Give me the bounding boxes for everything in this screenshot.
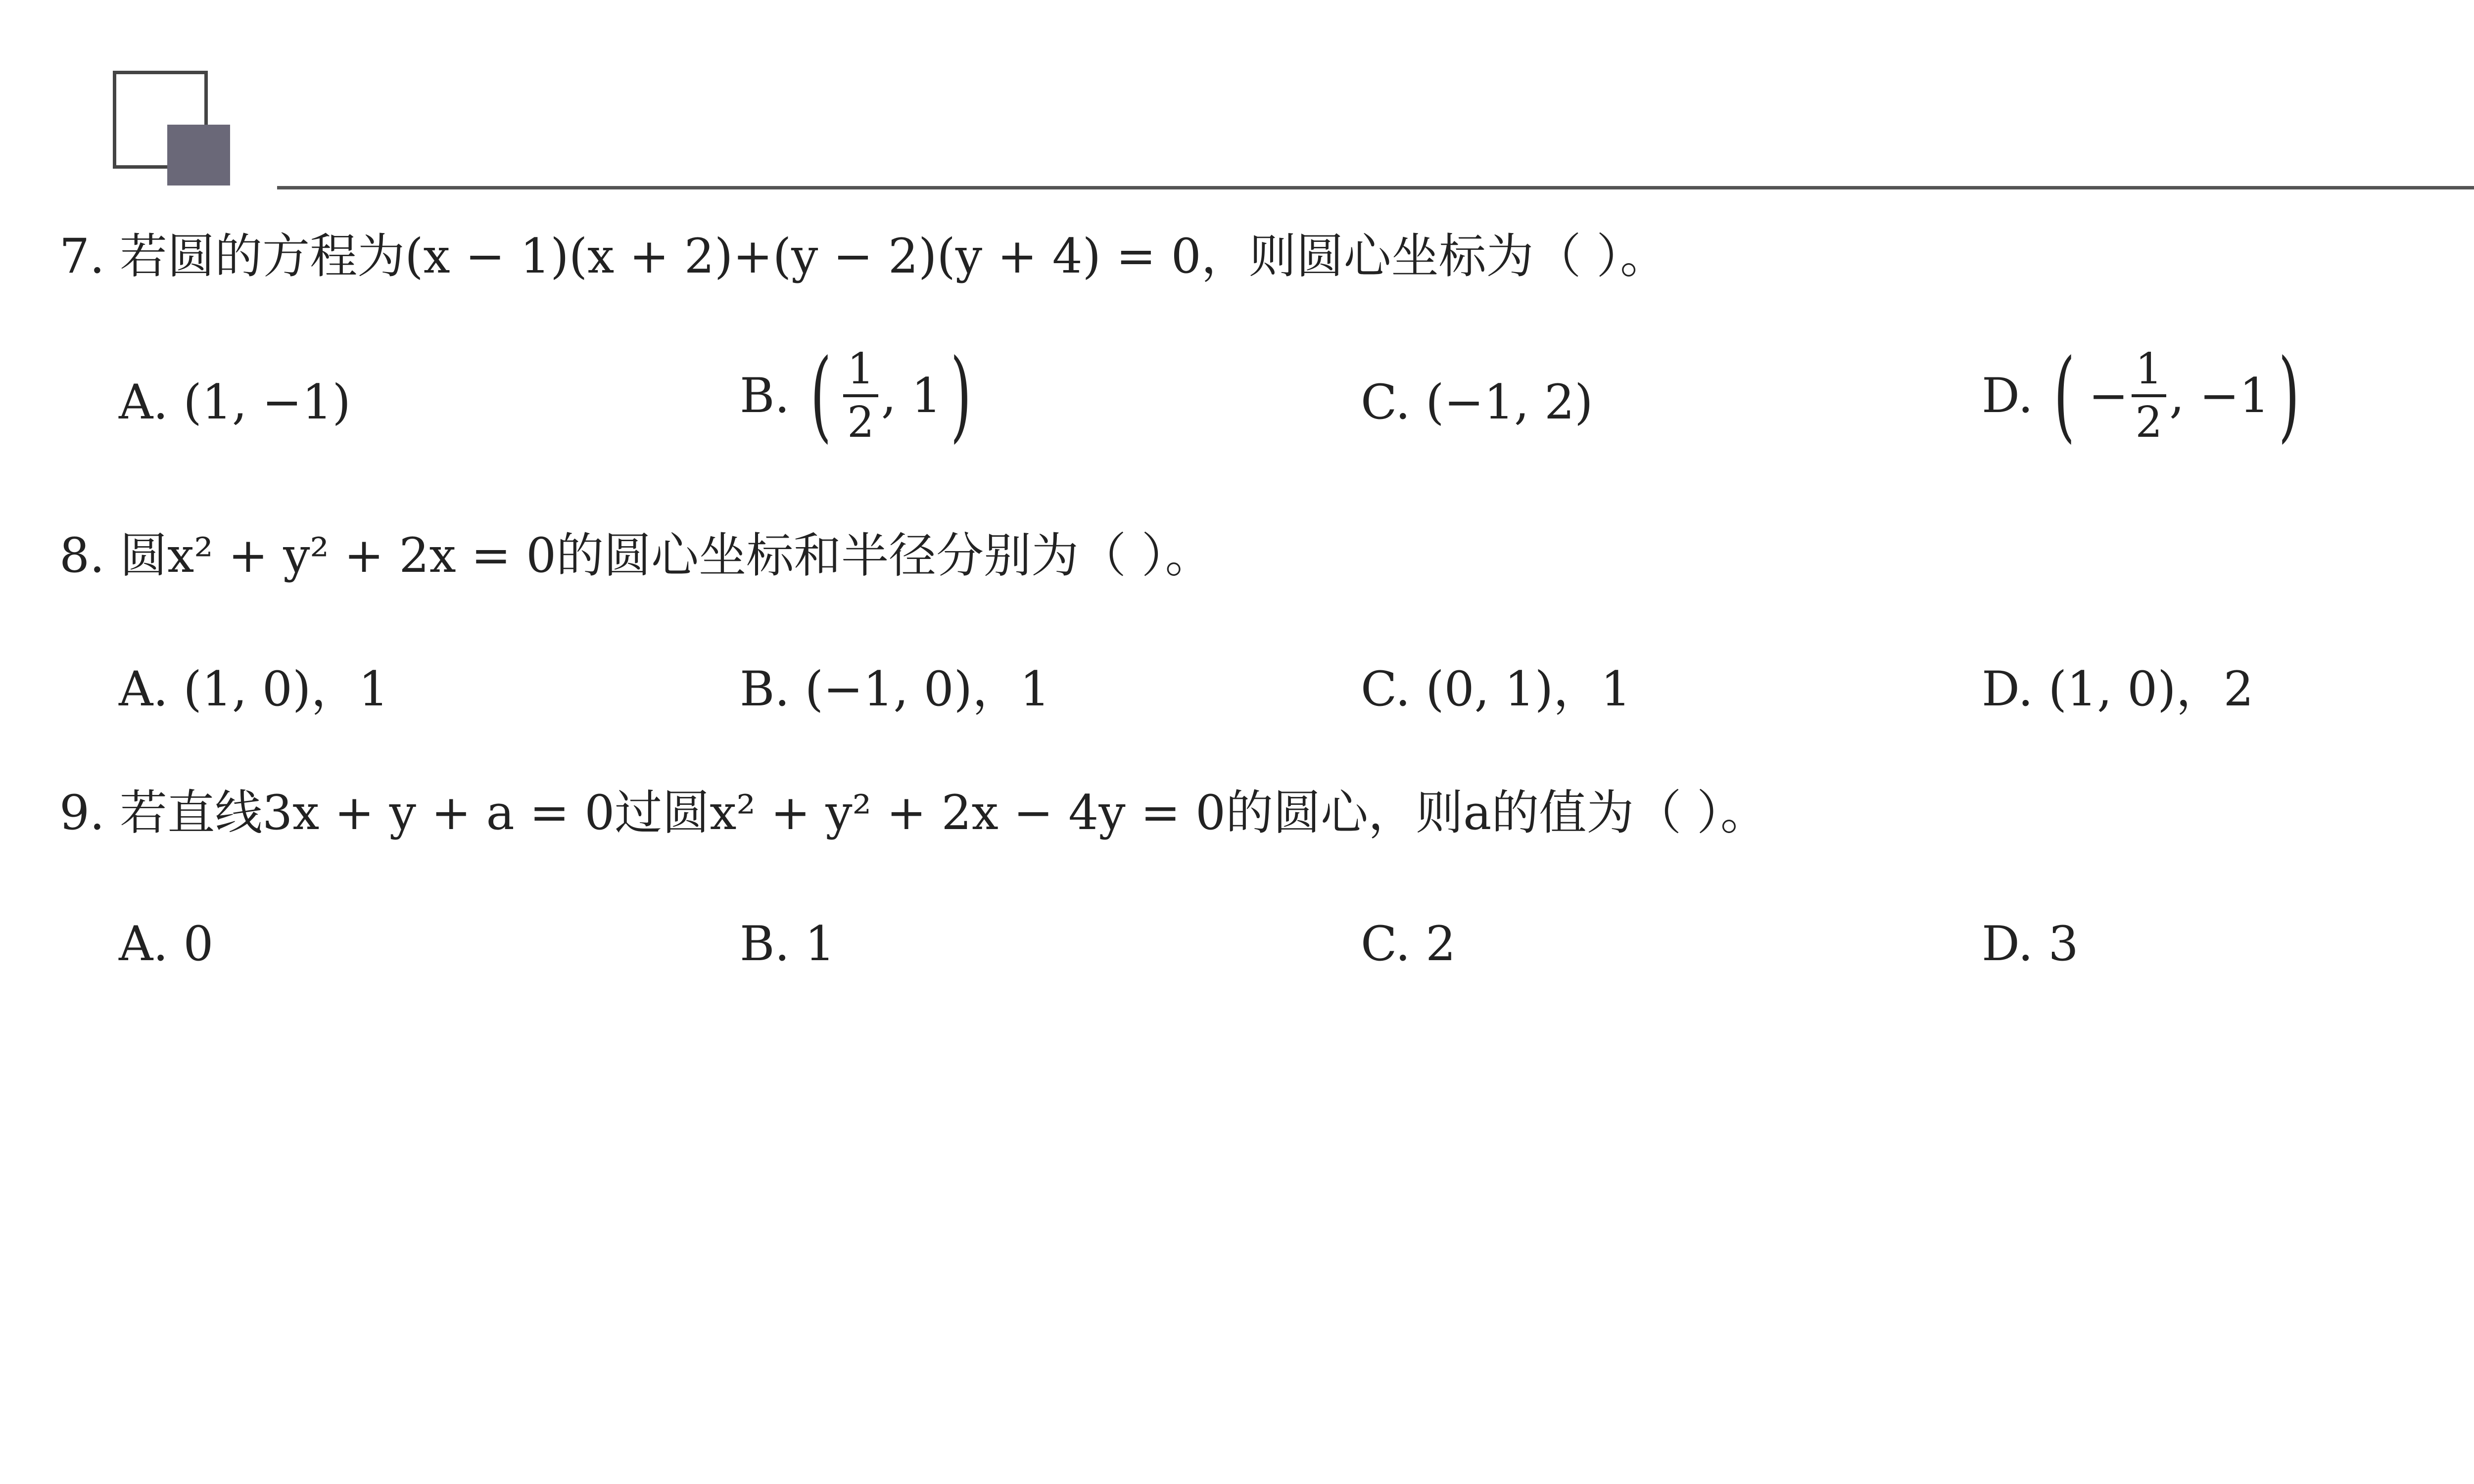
q7-option-c: C. (−1, 2): [1361, 374, 1593, 430]
q7-option-d-fraction: [2132, 344, 2167, 447]
question-7: 7. 若圆的方程为(x − 1)(x + 2)+(y − 2)(y + 4) = 0，则圆心坐标为（ ）。: [59, 229, 1668, 284]
q7-option-d-rest: , −1: [2169, 368, 2270, 423]
square-logo-fill-icon: [167, 125, 230, 186]
q8-option-d: D. (1, 0)，2: [1982, 661, 2254, 717]
fraction-denominator: 2: [847, 398, 874, 447]
left-paren: (: [810, 338, 832, 453]
q9-option-d: D. 3: [1982, 916, 2079, 972]
q7-option-b-fraction: [843, 344, 878, 447]
q8-option-a: A. (1, 0)，1: [119, 661, 389, 717]
q7-option-d-label: D.: [1982, 368, 2034, 423]
q8-option-b: B. (−1, 0)，1: [740, 661, 1050, 717]
q7-option-b-rest: , 1: [881, 368, 942, 423]
q9-option-c: C. 2: [1361, 916, 1456, 972]
right-paren: ): [2278, 338, 2300, 453]
q7-option-b-label: B.: [740, 368, 790, 423]
q7-option-d-expr: [1982, 338, 2308, 453]
fraction-denominator: 2: [2135, 398, 2163, 447]
q7-option-b-expr: [740, 338, 980, 453]
q9-option-b: B. 1: [740, 916, 835, 972]
header-rule: [277, 186, 2474, 189]
left-paren: (: [2053, 338, 2075, 453]
fraction-numerator: 1: [843, 348, 878, 397]
right-paren: ): [950, 338, 972, 453]
q7-option-d-sign: −: [2089, 368, 2129, 423]
q7-option-a: A. (1, −1): [119, 374, 351, 430]
q7-option-d: [1982, 338, 2308, 453]
fraction-numerator: 1: [2132, 348, 2167, 397]
q8-option-c: C. (0, 1)，1: [1361, 661, 1631, 717]
q9-option-a: A. 0: [119, 916, 214, 972]
q7-option-b: [740, 338, 980, 453]
question-8: 8. 圆x² + y² + 2x = 0的圆心坐标和半径分别为（ ）。: [59, 528, 1213, 583]
question-9: 9. 若直线3x + y + a = 0过圆x² + y² + 2x − 4y = 0的圆心，则a的值为（ ）。: [59, 785, 1768, 840]
